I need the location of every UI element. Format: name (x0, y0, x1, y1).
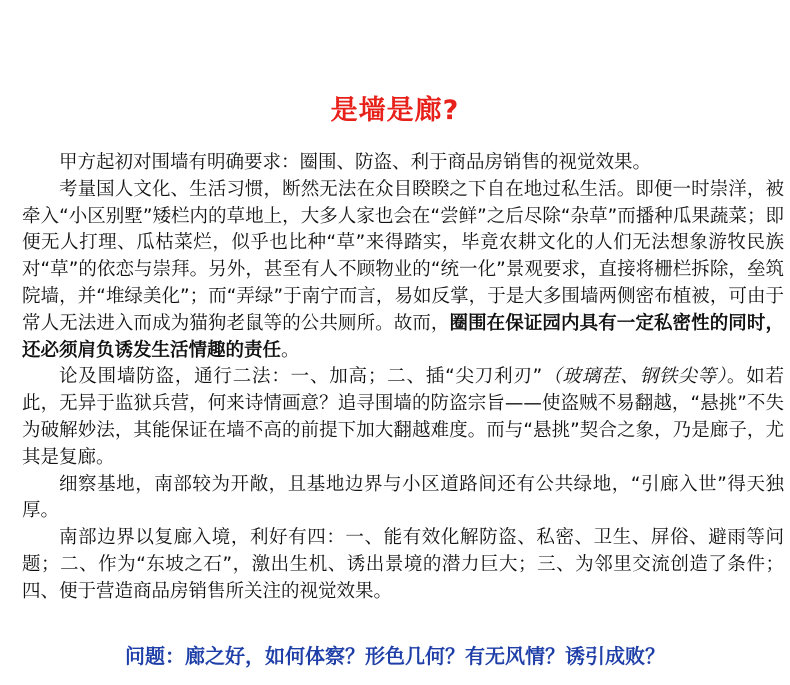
paragraph-5-text: 南部边界以复廊入境，利好有四：一、能有效化解防盗、私密、卫生、屏俗、避雨等问题；二、作为“东坡之石”，激出生机、诱出景境的潜力巨大；三、为邻里交流创造了条件；四、便于营造商品房销售所关注的视觉效果。 (22, 527, 784, 602)
paragraph-4 (22, 472, 784, 526)
paragraph-2-tail: 。 (281, 339, 300, 361)
document-title: 是墙是廊? (330, 95, 460, 126)
paragraph-3-text: 论及围墙防盗，通行二法：一、加高；二、插“尖刀利刃” (59, 366, 543, 388)
paragraph-5 (22, 525, 784, 605)
paragraph-2-text: 考量国人文化、生活习惯，断然无法在众目睽睽之下自在地过私生活。即便一时崇洋，被牵入“小区别墅”矮栏内的草地上，大多人家也会在“尝鲜”之后尽除“杂草”而播种瓜果蔬菜；即便无人打理、瓜枯菜烂，似乎也比种“草”来得踏实，毕竟农耕文化的人们无法想象游牧民族对“草”的依恋与崇拜。另外，甚至有人不顾物业的“统一化”景观要求，直接将栅栏拆除，垒筑院墙，并“堆绿美化”；而“弄绿”于南宁而言，易如反掌，于是大多围墙两侧密布植被，可由于常人无法进入而成为猫狗老鼠等的公共厕所。故而， (22, 178, 784, 334)
paragraph-1 (22, 150, 784, 177)
question-line: 问题：廊之好，如何体察？形色几何？有无风情？诱引成败？ (125, 644, 665, 668)
paragraph-1-text: 甲方起初对围墙有明确要求：圈围、防盗、利于商品房销售的视觉效果。 (59, 152, 652, 173)
paragraph-3 (22, 364, 784, 471)
body-text (22, 150, 784, 606)
paragraph-3-italic-note: （玻璃茬、钢铁尖等） (542, 366, 727, 388)
paragraph-2-emphasis: 圈围在保证园内具有一定私密性的同时，还必须肩负诱发生活情趣的责任 (22, 312, 784, 361)
paragraph-2 (22, 177, 784, 365)
paragraph-3-tail: 。如若此，无异于监狱兵营，何来诗情画意？追寻围墙的防盗宗旨——使盗贼不易翻越，“悬挑”不失为破解妙法，其能保证在墙不高的前提下加大翻越难度。而与“悬挑”契合之象，乃是廊子，尤其是复廊。 (22, 366, 784, 468)
paragraph-4-text: 细察基地，南部较为开敞，且基地边界与小区道路间还有公共绿地，“引廊入世”得天独厚。 (22, 473, 784, 522)
